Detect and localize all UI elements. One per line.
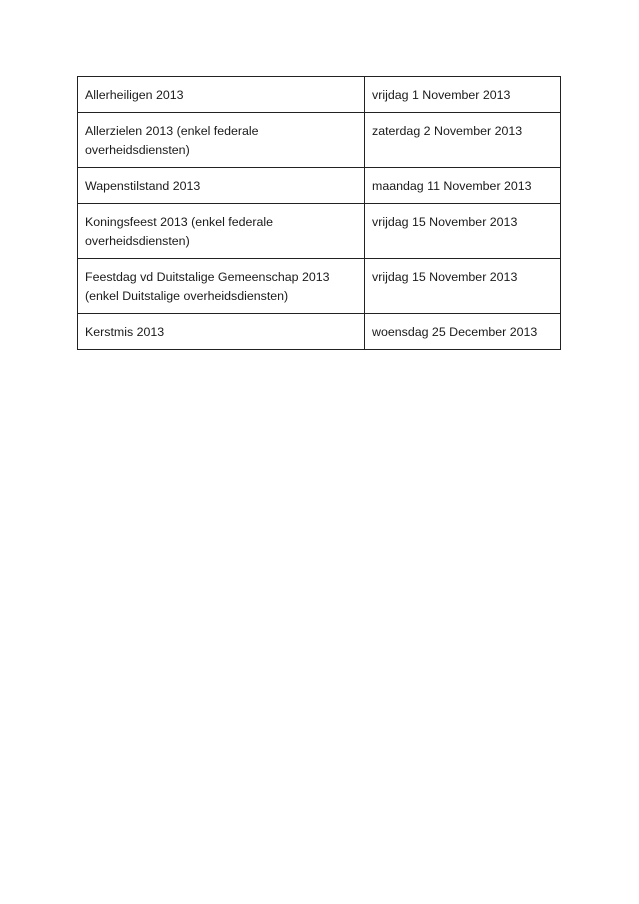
- holiday-table: [77, 76, 561, 350]
- holiday-date-cell: maandag 11 November 2013: [365, 168, 561, 204]
- holiday-date-cell: woensdag 25 December 2013: [365, 314, 561, 350]
- table-row: [78, 113, 561, 168]
- holiday-name-cell: Feestdag vd Duitstalige Gemeenschap 2013 (enkel Duitstalige overheidsdiensten): [78, 259, 365, 314]
- table-row: [78, 77, 561, 113]
- holiday-date-cell: vrijdag 15 November 2013: [365, 204, 561, 259]
- table-row: [78, 259, 561, 314]
- holiday-name-cell: Allerzielen 2013 (enkel federale overheidsdiensten): [78, 113, 365, 168]
- table-row: [78, 204, 561, 259]
- holiday-name-cell: Koningsfeest 2013 (enkel federale overheidsdiensten): [78, 204, 365, 259]
- holiday-name-cell: Allerheiligen 2013: [78, 77, 365, 113]
- holiday-date-cell: vrijdag 1 November 2013: [365, 77, 561, 113]
- table-row: [78, 314, 561, 350]
- holiday-date-cell: vrijdag 15 November 2013: [365, 259, 561, 314]
- table-row: [78, 168, 561, 204]
- holiday-name-cell: Wapenstilstand 2013: [78, 168, 365, 204]
- holiday-date-cell: zaterdag 2 November 2013: [365, 113, 561, 168]
- holiday-name-cell: Kerstmis 2013: [78, 314, 365, 350]
